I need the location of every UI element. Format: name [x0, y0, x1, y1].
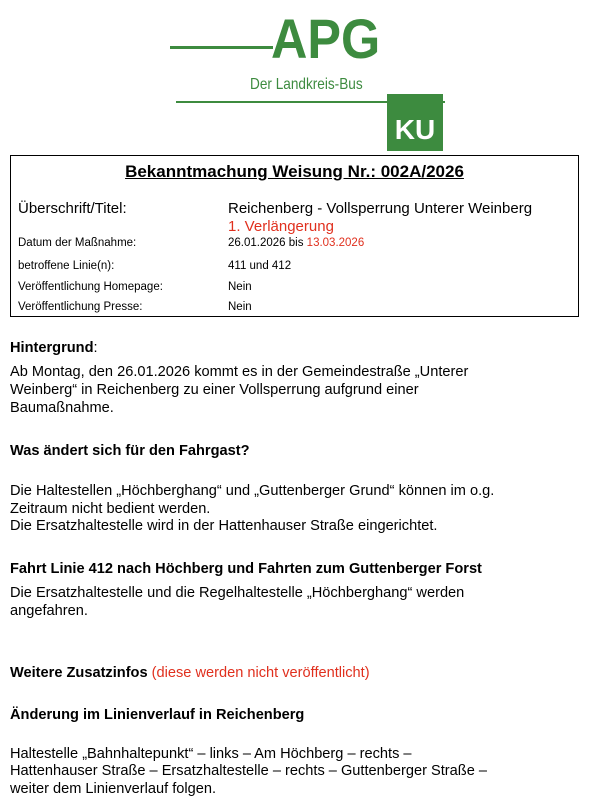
route-line-2: Hattenhauser Straße – Ersatzhaltestelle – rechts – Guttenberger Straße – [10, 763, 487, 779]
route-heading: Änderung im Linienverlauf in Reichenberg [10, 707, 305, 723]
logo-ku-badge [387, 94, 443, 151]
passenger-heading: Was ändert sich für den Fahrgast? [10, 443, 250, 459]
value-date-bis: bis [288, 237, 304, 249]
extra-heading: Weitere Zusatzinfos [10, 665, 148, 681]
line412-line-1: Die Ersatzhaltestelle und die Regelhaltestelle „Höchberghang“ werden [10, 585, 465, 601]
label-date: Datum der Maßnahme: [18, 237, 137, 249]
label-lines: betroffene Linie(n): [18, 260, 115, 272]
value-title: Reichenberg - Vollsperrung Unterer Weinberg [228, 200, 533, 217]
value-date [228, 237, 364, 249]
apg-logo [170, 7, 445, 152]
background-line-1: Ab Montag, den 26.01.2026 kommt es in der Gemeindestraße „Unterer [10, 364, 469, 380]
passenger-line-1: Die Haltestellen „Höchberghang“ und „Guttenberger Grund“ können im o.g. [10, 483, 495, 499]
value-date-start: 26.01.2026 [228, 237, 286, 249]
logo-ku-text: KU [394, 114, 436, 145]
value-homepage: Nein [228, 281, 252, 293]
extra-note: (diese werden nicht veröffentlicht) [151, 665, 370, 681]
background-heading-line [10, 340, 585, 357]
extra-heading-line [10, 665, 585, 682]
logo-line [170, 46, 273, 49]
background-line-2: Weinberg“ in Reichenberg zu einer Vollsperrung aufgrund einer [10, 382, 419, 398]
value-press: Nein [228, 301, 252, 313]
value-lines: 411 und 412 [228, 260, 292, 272]
route-line-3: weiter dem Linienverlauf folgen. [10, 781, 217, 797]
label-title: Überschrift/Titel: [18, 200, 127, 217]
value-date-end: 13.03.2026 [306, 237, 365, 249]
notice-box [10, 155, 579, 317]
passenger-line-3: Die Ersatzhaltestelle wird in der Hattenhauser Straße eingerichtet. [10, 518, 438, 534]
passenger-line-2: Zeitraum nicht bedient werden. [10, 501, 211, 517]
background-heading-colon: : [93, 340, 98, 356]
background-heading: Hintergrund [10, 340, 94, 356]
background-line-3: Baumaßnahme. [10, 400, 114, 416]
line412-heading: Fahrt Linie 412 nach Höchberg und Fahrten zum Guttenberger Forst [10, 561, 482, 577]
logo-brand-text: APG [271, 7, 381, 70]
label-homepage: Veröffentlichung Homepage: [18, 281, 163, 293]
notice-title: Bekanntmachung Weisung Nr.: 002A/2026 [125, 162, 464, 181]
line412-line-2: angefahren. [10, 603, 88, 619]
label-press: Veröffentlichung Presse: [18, 301, 143, 313]
value-extension: 1. Verlängerung [228, 218, 334, 235]
route-line-1: Haltestelle „Bahnhaltepunkt“ – links – Am Höchberg – rechts – [10, 746, 412, 762]
logo-subtitle: Der Landkreis-Bus [250, 76, 363, 93]
